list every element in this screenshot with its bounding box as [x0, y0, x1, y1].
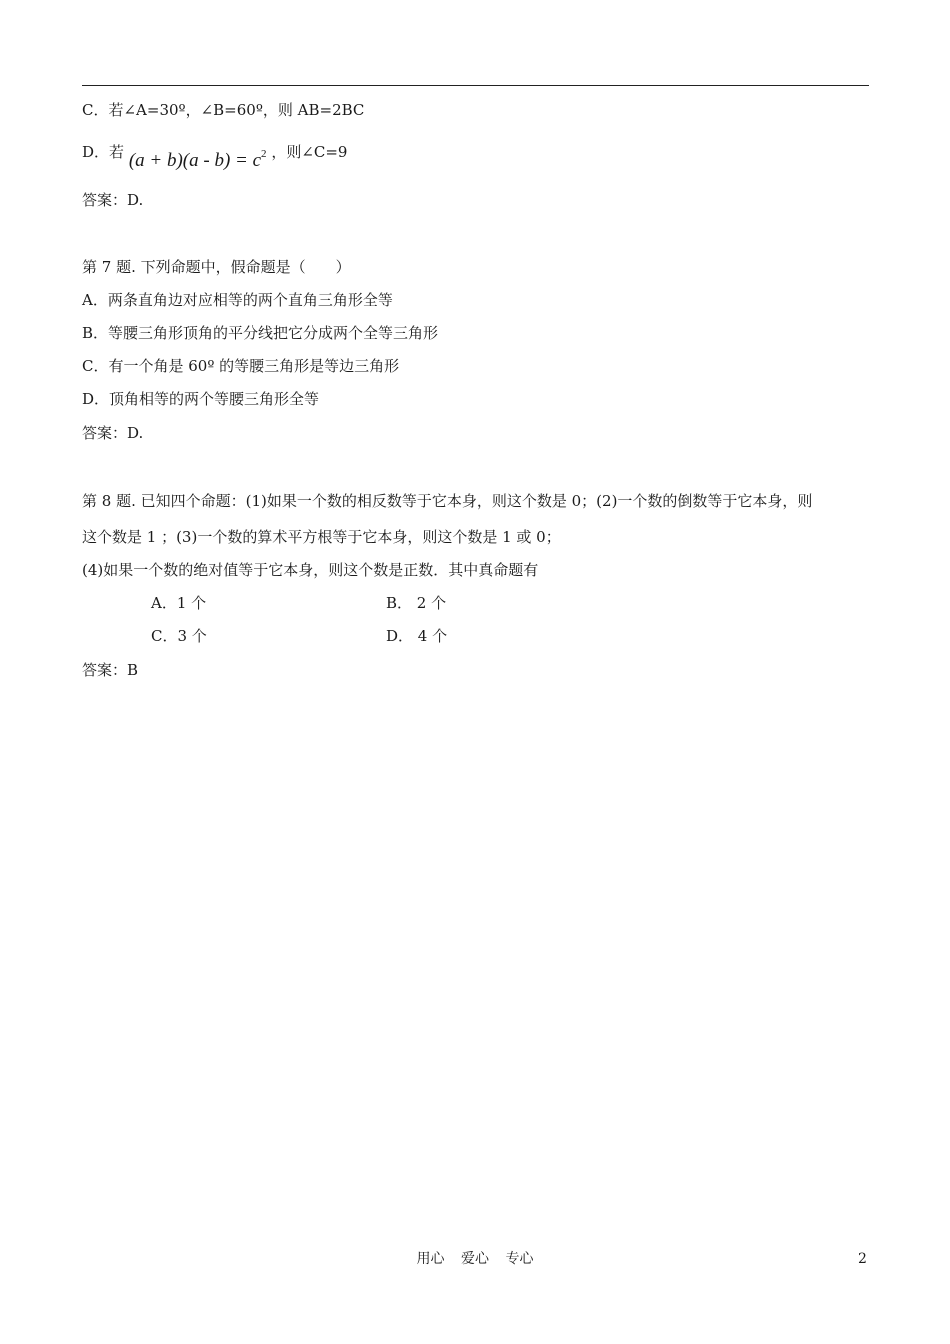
q7-answer: 答案：D.	[82, 424, 144, 442]
q6-option-d-prefix: D．若	[82, 143, 125, 161]
q8-stem-line1: 第 8 题. 已知四个命题：(1)如果一个数的相反数等于它本身，则这个数是 0；(2)一个数的倒数等于它本身，则	[82, 492, 813, 510]
footer-item: 专心	[505, 1251, 534, 1267]
q6-option-d-suffix: ，则∠C=9	[271, 143, 348, 161]
footer-item: 用心	[416, 1251, 445, 1267]
q8-stem-line2: 这个数是 1 ；(3)一个数的算术平方根等于它本身，则这个数是 1 或 0；	[82, 528, 561, 546]
q6-option-d	[82, 134, 348, 171]
q8-option-d: D． 4 个	[386, 627, 448, 645]
q7-option-b: B．等腰三角形顶角的平分线把它分成两个全等三角形	[82, 324, 439, 342]
q8-option-b: B． 2 个	[386, 594, 447, 612]
footer-item: 爱心	[461, 1251, 489, 1267]
q6-option-c: C．若∠A=30º，∠B=60º，则 AB=2BC	[82, 101, 365, 119]
header-rule	[82, 85, 869, 86]
page-footer	[0, 1249, 950, 1269]
q6-option-d-formula: $(a + b)(a - b) = c^2$	[128, 148, 267, 171]
q8-stem-line3: (4)如果一个数的绝对值等于它本身，则这个数是正数．其中真命题有	[82, 561, 539, 579]
q8-option-a: A．1 个	[151, 594, 207, 612]
q8-option-c: C．3 个	[151, 627, 207, 645]
q7-stem: 第 7 题. 下列命题中，假命题是（ ）	[82, 258, 351, 276]
q7-option-a: A．两条直角边对应相等的两个直角三角形全等	[82, 291, 393, 309]
q6-option-d-exponent: 2	[261, 148, 267, 160]
q6-answer: 答案：D.	[82, 191, 144, 209]
page-number: 2	[858, 1251, 867, 1267]
q7-option-d: D．顶角相等的两个等腰三角形全等	[82, 390, 320, 408]
q8-answer: 答案：B	[82, 661, 139, 679]
q7-option-c: C．有一个角是 60º 的等腰三角形是等边三角形	[82, 357, 400, 375]
